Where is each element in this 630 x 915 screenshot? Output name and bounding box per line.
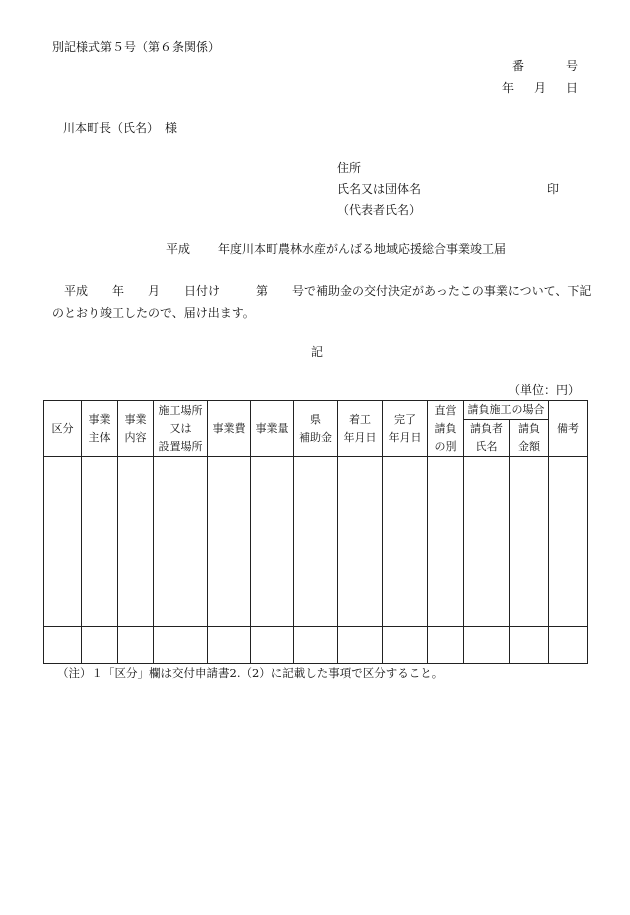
table-cell[interactable] (549, 457, 588, 627)
go-label: 号 (565, 59, 578, 73)
day-label: 日 (565, 81, 578, 95)
seal-mark: 印 (547, 182, 560, 196)
header-basho: 施工場所 又は 設置場所 (154, 401, 208, 457)
header-ukeoi-name: 請負者 氏名 (464, 420, 510, 457)
table-cell[interactable] (118, 627, 154, 664)
header-jigyo-naiyo: 事業 内容 (118, 401, 154, 457)
name-label: 氏名又は団体名 (337, 182, 422, 196)
table-cell[interactable] (464, 627, 510, 664)
date-line (502, 79, 578, 96)
address-label: 住所 (337, 161, 362, 175)
ban-label: 番 (511, 59, 524, 73)
table-row (44, 627, 588, 664)
table-cell[interactable] (338, 457, 383, 627)
form-number: 別記様式第５号（第６条関係） (52, 40, 221, 54)
header-jigyohi: 事業費 (208, 401, 251, 457)
document-title (166, 240, 506, 257)
year-label: 年 (501, 81, 514, 95)
table-row (44, 457, 588, 627)
body-text: 平成 年 月 日付け 第 号で補助金の交付決定があったこの事業について、下記のとおり竣工したので、届け出ます。 (52, 284, 592, 320)
footnote: （注）１「区分」欄は交付申請書2.（2）に記載した事項で区分すること。 (57, 666, 444, 680)
header-biko: 備考 (549, 401, 588, 457)
completion-table (43, 400, 588, 664)
header-hojokin: 県 補助金 (294, 401, 338, 457)
table-cell[interactable] (82, 627, 118, 664)
header-kubun: 区分 (44, 401, 82, 457)
table-cell[interactable] (208, 457, 251, 627)
table-cell[interactable] (82, 457, 118, 627)
header-kanryo: 完了 年月日 (383, 401, 428, 457)
title-era: 平成 (166, 242, 191, 256)
unit-label: （単位：円） (507, 383, 580, 397)
document-number-line (512, 57, 578, 74)
table-cell[interactable] (338, 627, 383, 664)
table-cell[interactable] (118, 457, 154, 627)
addressee: 川本町長（氏名） 様 (63, 121, 178, 135)
table-cell[interactable] (549, 627, 588, 664)
header-jigyo-shutai: 事業 主体 (82, 401, 118, 457)
table-cell[interactable] (510, 627, 549, 664)
table-cell[interactable] (154, 627, 208, 664)
table-cell[interactable] (510, 457, 549, 627)
month-label: 月 (533, 81, 546, 95)
table-cell[interactable] (44, 627, 82, 664)
table-cell[interactable] (251, 457, 294, 627)
header-chokuei: 直営 請負 の別 (428, 401, 464, 457)
table-cell[interactable] (208, 627, 251, 664)
header-ukeoi-group: 請負施工の場合 (464, 401, 549, 420)
header-ukeoi-amount: 請負 金額 (510, 420, 549, 457)
table-cell[interactable] (154, 457, 208, 627)
table-cell[interactable] (428, 457, 464, 627)
table-cell[interactable] (251, 627, 294, 664)
table-cell[interactable] (294, 627, 338, 664)
table-cell[interactable] (383, 457, 428, 627)
table-cell[interactable] (464, 457, 510, 627)
table-cell[interactable] (428, 627, 464, 664)
table-cell[interactable] (44, 457, 82, 627)
header-chakko: 着工 年月日 (338, 401, 383, 457)
table-cell[interactable] (294, 457, 338, 627)
representative-label: （代表者氏名） (337, 203, 422, 217)
ki-heading: 記 (311, 345, 324, 359)
header-jigyoryo: 事業量 (251, 401, 294, 457)
table-cell[interactable] (383, 627, 428, 664)
title-text: 年度川本町農林水産がんばる地域応援総合事業竣工届 (218, 242, 507, 256)
